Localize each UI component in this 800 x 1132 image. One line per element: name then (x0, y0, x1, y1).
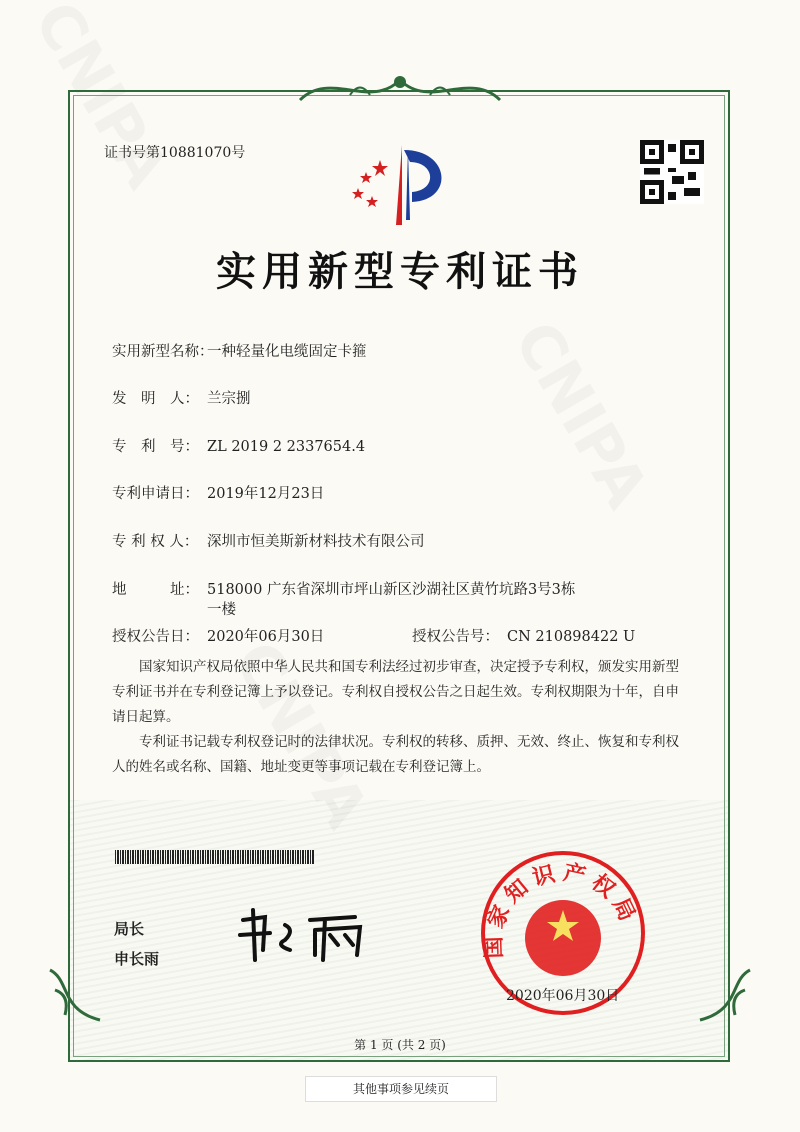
field-label: 专 利 号： (112, 439, 199, 455)
barcode (115, 850, 315, 864)
paragraph-grant: 国家知识产权局依照中华人民共和国专利法经过初步审查，决定授予专利权，颁发实用新型专利证书并在专利登记簿上予以登记。专利权自授权公告之日起生效。专利权期限为十年，自申请日起算。 (112, 659, 679, 725)
field-label: 授权公告日： (112, 629, 199, 645)
signature (235, 905, 415, 965)
field-value: 2020年06月30日 (207, 629, 325, 645)
certificate-number: 证书号第10881070号 (104, 145, 246, 161)
director-title: 局长 (114, 920, 145, 938)
field-patentee (112, 530, 425, 551)
field-label: 专 利 权 人： (112, 534, 199, 550)
field-utility-model-name (112, 340, 367, 361)
field-inventor (112, 387, 251, 408)
certificate-title: 实用新型专利证书 (216, 248, 584, 295)
corner-ornament (40, 960, 110, 1030)
qr-code (640, 140, 704, 204)
field-value: 深圳市恒美斯新材料技术有限公司 (207, 534, 425, 550)
corner-ornament (690, 960, 760, 1030)
field-announcement-number (412, 625, 635, 646)
seal-date: 2020年06月30日 (506, 988, 620, 1004)
field-value: ZL 2019 2 2337654.4 (207, 439, 366, 455)
field-label: 授权公告号： (412, 629, 499, 645)
director-name: 申长雨 (114, 950, 160, 968)
field-value: 2019年12月23日 (207, 486, 325, 502)
field-value: 518000 广东省深圳市坪山新区沙湖社区黄竹坑路3号3栋 (207, 582, 576, 598)
field-label: 实用新型名称： (112, 344, 214, 360)
field-value: 一种轻量化电缆固定卡箍 (207, 344, 367, 360)
top-ornament (290, 70, 510, 110)
footer-note: 其他事项参见续页 (305, 1076, 497, 1102)
field-label: 地 址： (112, 582, 199, 598)
field-value: CN 210898422 U (507, 629, 636, 645)
page-number: 第 1 页 (共 2 页) (354, 1038, 446, 1052)
field-label: 专利申请日： (112, 486, 199, 502)
field-label: 发 明 人： (112, 391, 199, 407)
field-patent-number (112, 435, 365, 456)
seal-text: 国家知识产权局 (480, 859, 643, 959)
field-grant-date (112, 625, 324, 646)
field-address-line2: 一楼 (207, 602, 236, 618)
paragraph-legal-status: 专利证书记载专利权登记时的法律状况。专利权的转移、质押、无效、终止、恢复和专利权人的姓名或名称、国籍、地址变更等事项记载在专利登记簿上。 (112, 734, 679, 775)
field-application-date (112, 482, 324, 503)
field-address (112, 578, 575, 599)
cnipa-logo (340, 140, 460, 230)
field-value: 兰宗捌 (207, 391, 251, 407)
